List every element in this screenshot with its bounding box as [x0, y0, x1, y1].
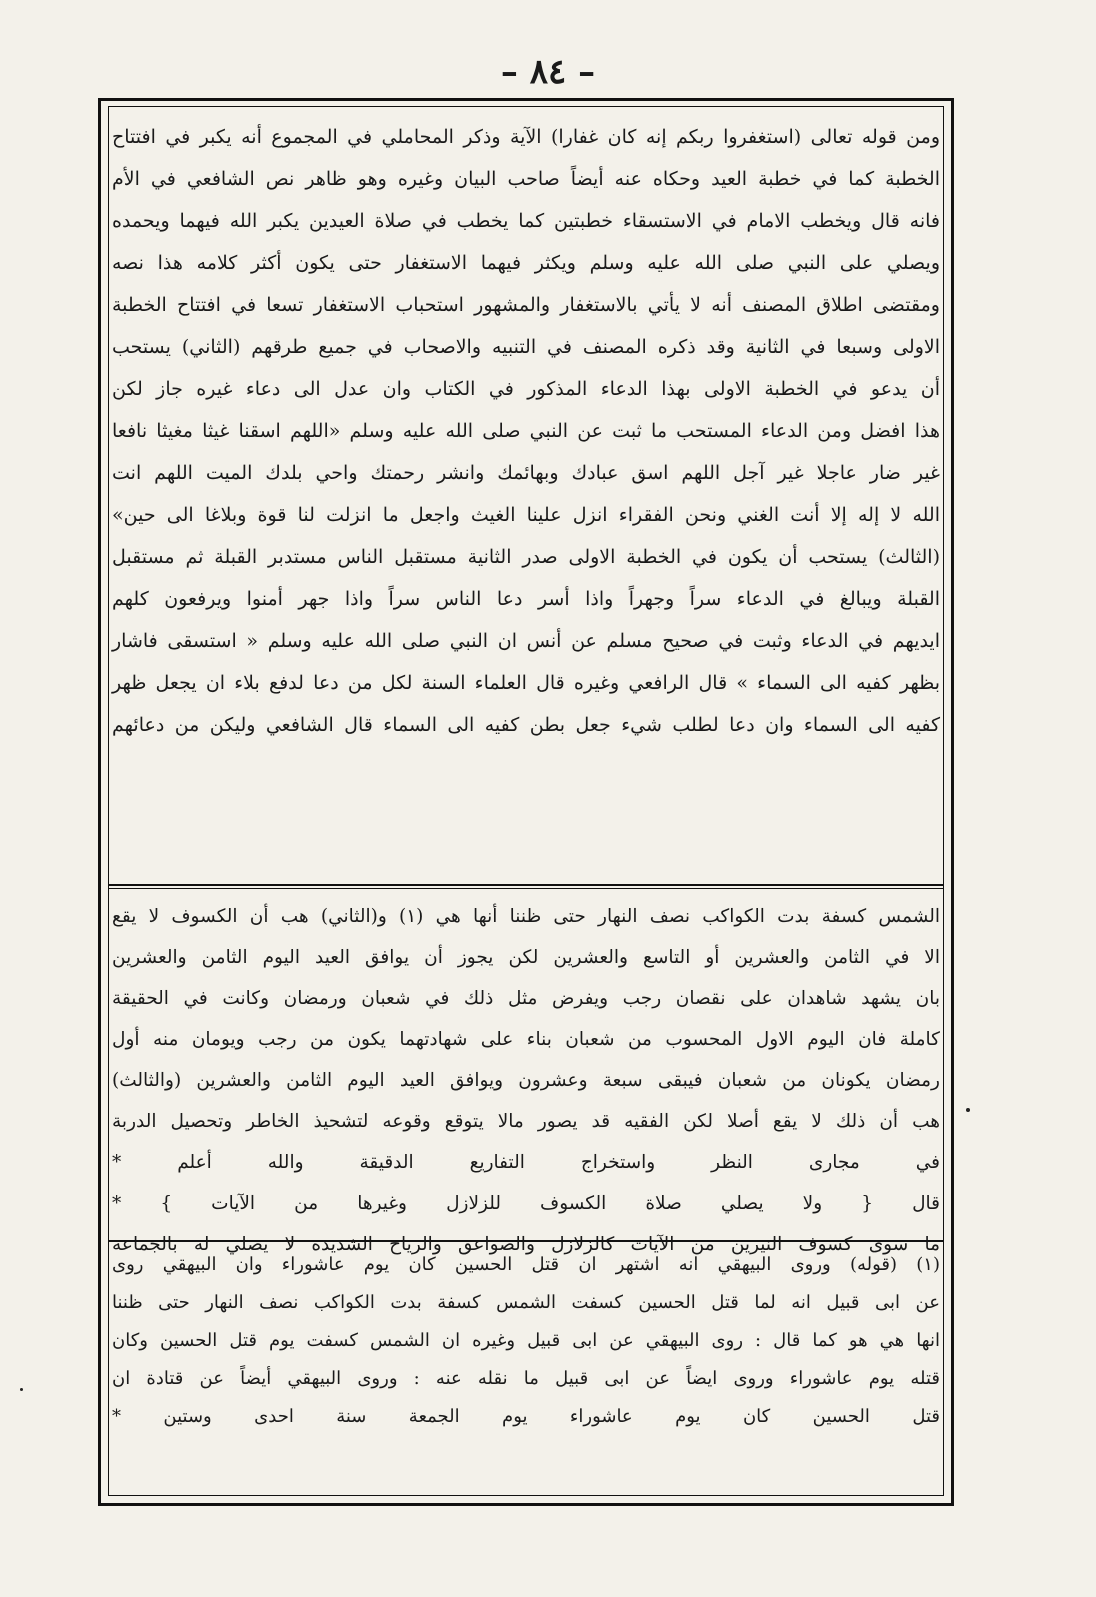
main-text-line: أن يدعو في الخطبة الاولى بهذا الدعاء المذكور في الكتاب وان عدل الى دعاء غيره جاز لكن — [112, 378, 940, 400]
commentary-text-line: الشمس كسفة بدت الكواكب نصف النهار حتى ظننا أنها هي (١) و(الثاني) هب أن الكسوف لا يقع — [112, 906, 940, 927]
main-text-line: فانه قال ويخطب الامام في الاستسقاء خطبتين كما يخطب في صلاة العيدين يكبر الله فيهما ويحمده — [112, 210, 940, 232]
footnote-block — [112, 1246, 940, 1496]
commentary-text-line: هب أن ذلك لا يقع أصلا لكن الفقيه قد يصور مالا يتوقع وقوعه لتشحيذ الخاطر وتحصيل الدربة — [112, 1111, 940, 1132]
ink-speck — [20, 1388, 23, 1391]
section-divider-thin — [108, 888, 944, 889]
commentary-text-line: كاملة فان اليوم الاول المحسوب من شعبان بناء على شهادتهما يكون من رجب ويومان منه أول — [112, 1029, 940, 1050]
main-text-line: بظهر كفيه الى السماء » قال الرافعي وغيره قال العلماء السنة لكل من دعا لدفع بلاء ان يجعل ظهر — [112, 672, 940, 694]
main-text-line: ومقتضى اطلاق المصنف أنه لا يأتي بالاستغفار والمشهور استحباب الاستغفار تسعا في افتتاح الخطبة — [112, 294, 940, 316]
main-text-line: ومن قوله تعالى (استغفروا ربكم إنه كان غفارا) الآية وذكر المحاملي في المجموع أنه يكبر في افتتاح — [112, 126, 940, 148]
footnote-text-line: (١) (قوله) وروى البيهقي انه اشتهر ان قتل الحسين كان يوم عاشوراء وان البيهقي روى — [112, 1254, 940, 1275]
footnote-text-line: قتل الحسين كان يوم عاشوراء يوم الجمعة سنة احدى وستين * — [112, 1406, 940, 1427]
commentary-text-block — [112, 896, 940, 1255]
ink-speck — [966, 1108, 970, 1112]
commentary-text-line: بان يشهد شاهدان على نقصان رجب ويفرض مثل ذلك في شعبان ورمضان وكانت في الحقيقة — [112, 988, 940, 1009]
footnote-text-line: قتله يوم عاشوراء وروى ايضاً عن ابى قبيل ما نقله عنه : وروى البيهقي أيضاً عن قتادة ان — [112, 1368, 940, 1389]
main-text-line: الله لا إله إلا أنت الغني ونحن الفقراء انزل علينا الغيث واجعل ما انزلت لنا قوة وبلاغا الى حين» — [112, 504, 940, 526]
commentary-text-line: ما سوى كسوف النيرين من الآيات كالزلازل والصواعق والرياح الشديدة لا يصلي له بالجماعة — [112, 1234, 940, 1255]
page-number: – ٨٤ – — [500, 52, 596, 92]
commentary-text-line: رمضان يكونان من شعبان فيبقى سبعة وعشرون ويوافق العيد اليوم الثامن والعشرين (والثالث) — [112, 1070, 940, 1091]
footnote-divider — [108, 1240, 944, 1242]
main-text-line: الاولى وسبعا في الثانية وقد ذكره المصنف في التنبيه والاصحاب في جميع طرقهم (الثاني) يستحب — [112, 336, 940, 358]
main-text-line: ايديهم في الدعاء وثبت في صحيح مسلم عن أنس ان النبي صلى الله عليه وسلم « استسقى فاشار — [112, 630, 940, 652]
main-text-line: الخطبة كما في خطبة العيد وحكاه عنه أيضاً صاحب البيان وغيره وهو ظاهر نص الشافعي في الأم — [112, 168, 940, 190]
section-divider — [108, 884, 944, 886]
main-text-line: هذا افضل ومن الدعاء المستحب ما ثبت عن النبي صلى الله عليه وسلم «اللهم اسقنا غيثا مغيثا نافعا — [112, 420, 940, 442]
main-text-line: ويصلي على النبي صلى الله عليه وسلم ويكثر فيهما الاستغفار حتى يكون أكثر كلامه هذا نصه — [112, 252, 940, 274]
footnote-text-line: عن ابى قبيل انه لما قتل الحسين كسفت الشمس كسفة بدت الكواكب نصف النهار حتى ظننا — [112, 1292, 940, 1313]
main-text-line: (الثالث) يستحب أن يكون في الخطبة الاولى صدر الثانية مستقبل الناس مستدبر القبلة ثم مستقبل — [112, 546, 940, 568]
main-text-line: غير ضار عاجلا غير آجل اللهم اسق عبادك وبهائمك وانشر رحمتك واحي بلدك الميت اللهم انت — [112, 462, 940, 484]
main-text-line: كفيه الى السماء وان دعا لطلب شيء جعل بطن كفيه الى السماء قال الشافعي وليكن من دعائهم — [112, 714, 940, 736]
footnote-text-line: انها هي هو كما قال : روى البيهقي عن ابى قبيل وغيره ان الشمس كسفت يوم قتل الحسين وكان — [112, 1330, 940, 1351]
commentary-text-line: قال { ولا يصلي صلاة الكسوف للزلازل وغيرها من الآيات } * — [112, 1193, 940, 1214]
commentary-text-line: في مجارى النظر واستخراج التفاريع الدقيقة والله أعلم * — [112, 1152, 940, 1173]
commentary-text-line: الا في الثامن والعشرين أو التاسع والعشرين لكن يجوز أن يوافق العيد اليوم الثامن والعشرين — [112, 947, 940, 968]
main-text-block — [112, 116, 940, 880]
main-text-line: القبلة ويبالغ في الدعاء سراً وجهراً واذا أسر دعا الناس سراً واذا جهر أمنوا ويرفعون كلهم — [112, 588, 940, 610]
